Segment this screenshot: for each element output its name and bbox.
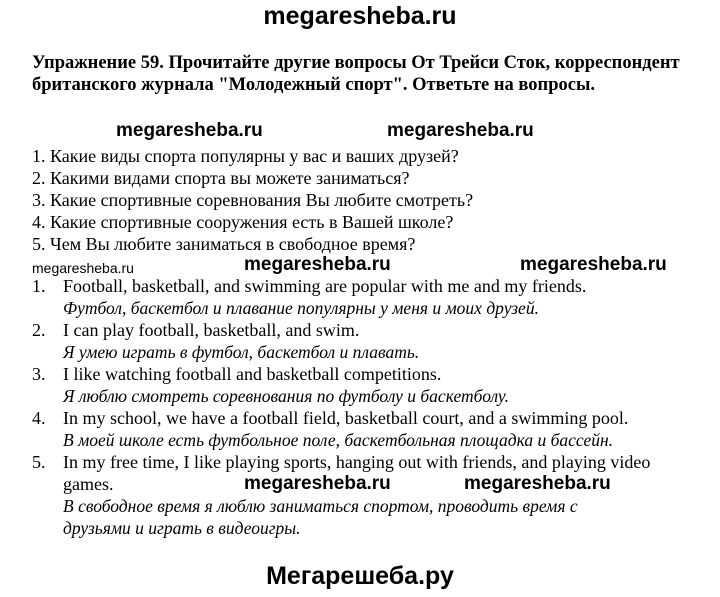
answer-russian: В моей школе есть футбольное поле, баскетбольная площадка и бассейн.	[63, 430, 614, 450]
question-item: 4. Какие спортивные сооружения есть в Вашей школе?	[32, 212, 454, 232]
watermark: megaresheba.ru	[387, 120, 534, 141]
watermark: megaresheba.ru	[464, 473, 611, 494]
answer-russian: Я люблю смотреть соревнования по футболу и баскетболу.	[63, 386, 509, 406]
answer-english: In my free time, I like playing sports, hanging out with friends, and playing video	[63, 452, 651, 472]
answer-number: 5.	[32, 452, 46, 472]
exercise-heading: Упражнение 59. Прочитайте другие вопросы От Трейси Сток, корреспондент британского журнала "Молодежный спорт". Ответьте на вопросы.	[32, 53, 680, 95]
question-item: 5. Чем Вы любите заниматься в свободное время?	[32, 234, 416, 254]
answer-english: Football, basketball, and swimming are popular with me and my friends.	[63, 276, 587, 296]
site-footer: Мегарешеба.ру	[266, 562, 454, 590]
question-item: 2. Какими видами спорта вы можете заниматься?	[32, 168, 410, 188]
site-header: megaresheba.ru	[263, 2, 457, 30]
answer-russian: Я умею играть в футбол, баскетбол и плавать.	[63, 342, 420, 362]
answer-number: 3.	[32, 364, 46, 384]
answer-english-continued: games.	[63, 474, 114, 494]
answer-english: I like watching football and basketball competitions.	[63, 364, 442, 384]
answer-number: 2.	[32, 320, 46, 340]
watermark: megaresheba.ru	[32, 260, 134, 276]
watermark: megaresheba.ru	[116, 120, 263, 141]
question-item: 3. Какие спортивные соревнования Вы любите смотреть?	[32, 190, 474, 210]
answer-number: 1.	[32, 276, 46, 296]
answer-russian: В свободное время я люблю заниматься спортом, проводить время с	[63, 496, 578, 516]
watermark: megaresheba.ru	[244, 473, 391, 494]
answer-english: I can play football, basketball, and swim.	[63, 320, 360, 340]
answer-russian-continued: друзьями и играть в видеоигры.	[63, 518, 301, 538]
watermark: megaresheba.ru	[244, 254, 391, 275]
question-item: 1. Какие виды спорта популярны у вас и ваших друзей?	[32, 146, 459, 166]
answer-english: In my school, we have a football field, basketball court, and a swimming pool.	[63, 408, 629, 428]
watermark: megaresheba.ru	[520, 254, 667, 275]
answer-russian: Футбол, баскетбол и плавание популярны у меня и моих друзей.	[63, 298, 539, 318]
answer-number: 4.	[32, 408, 46, 428]
